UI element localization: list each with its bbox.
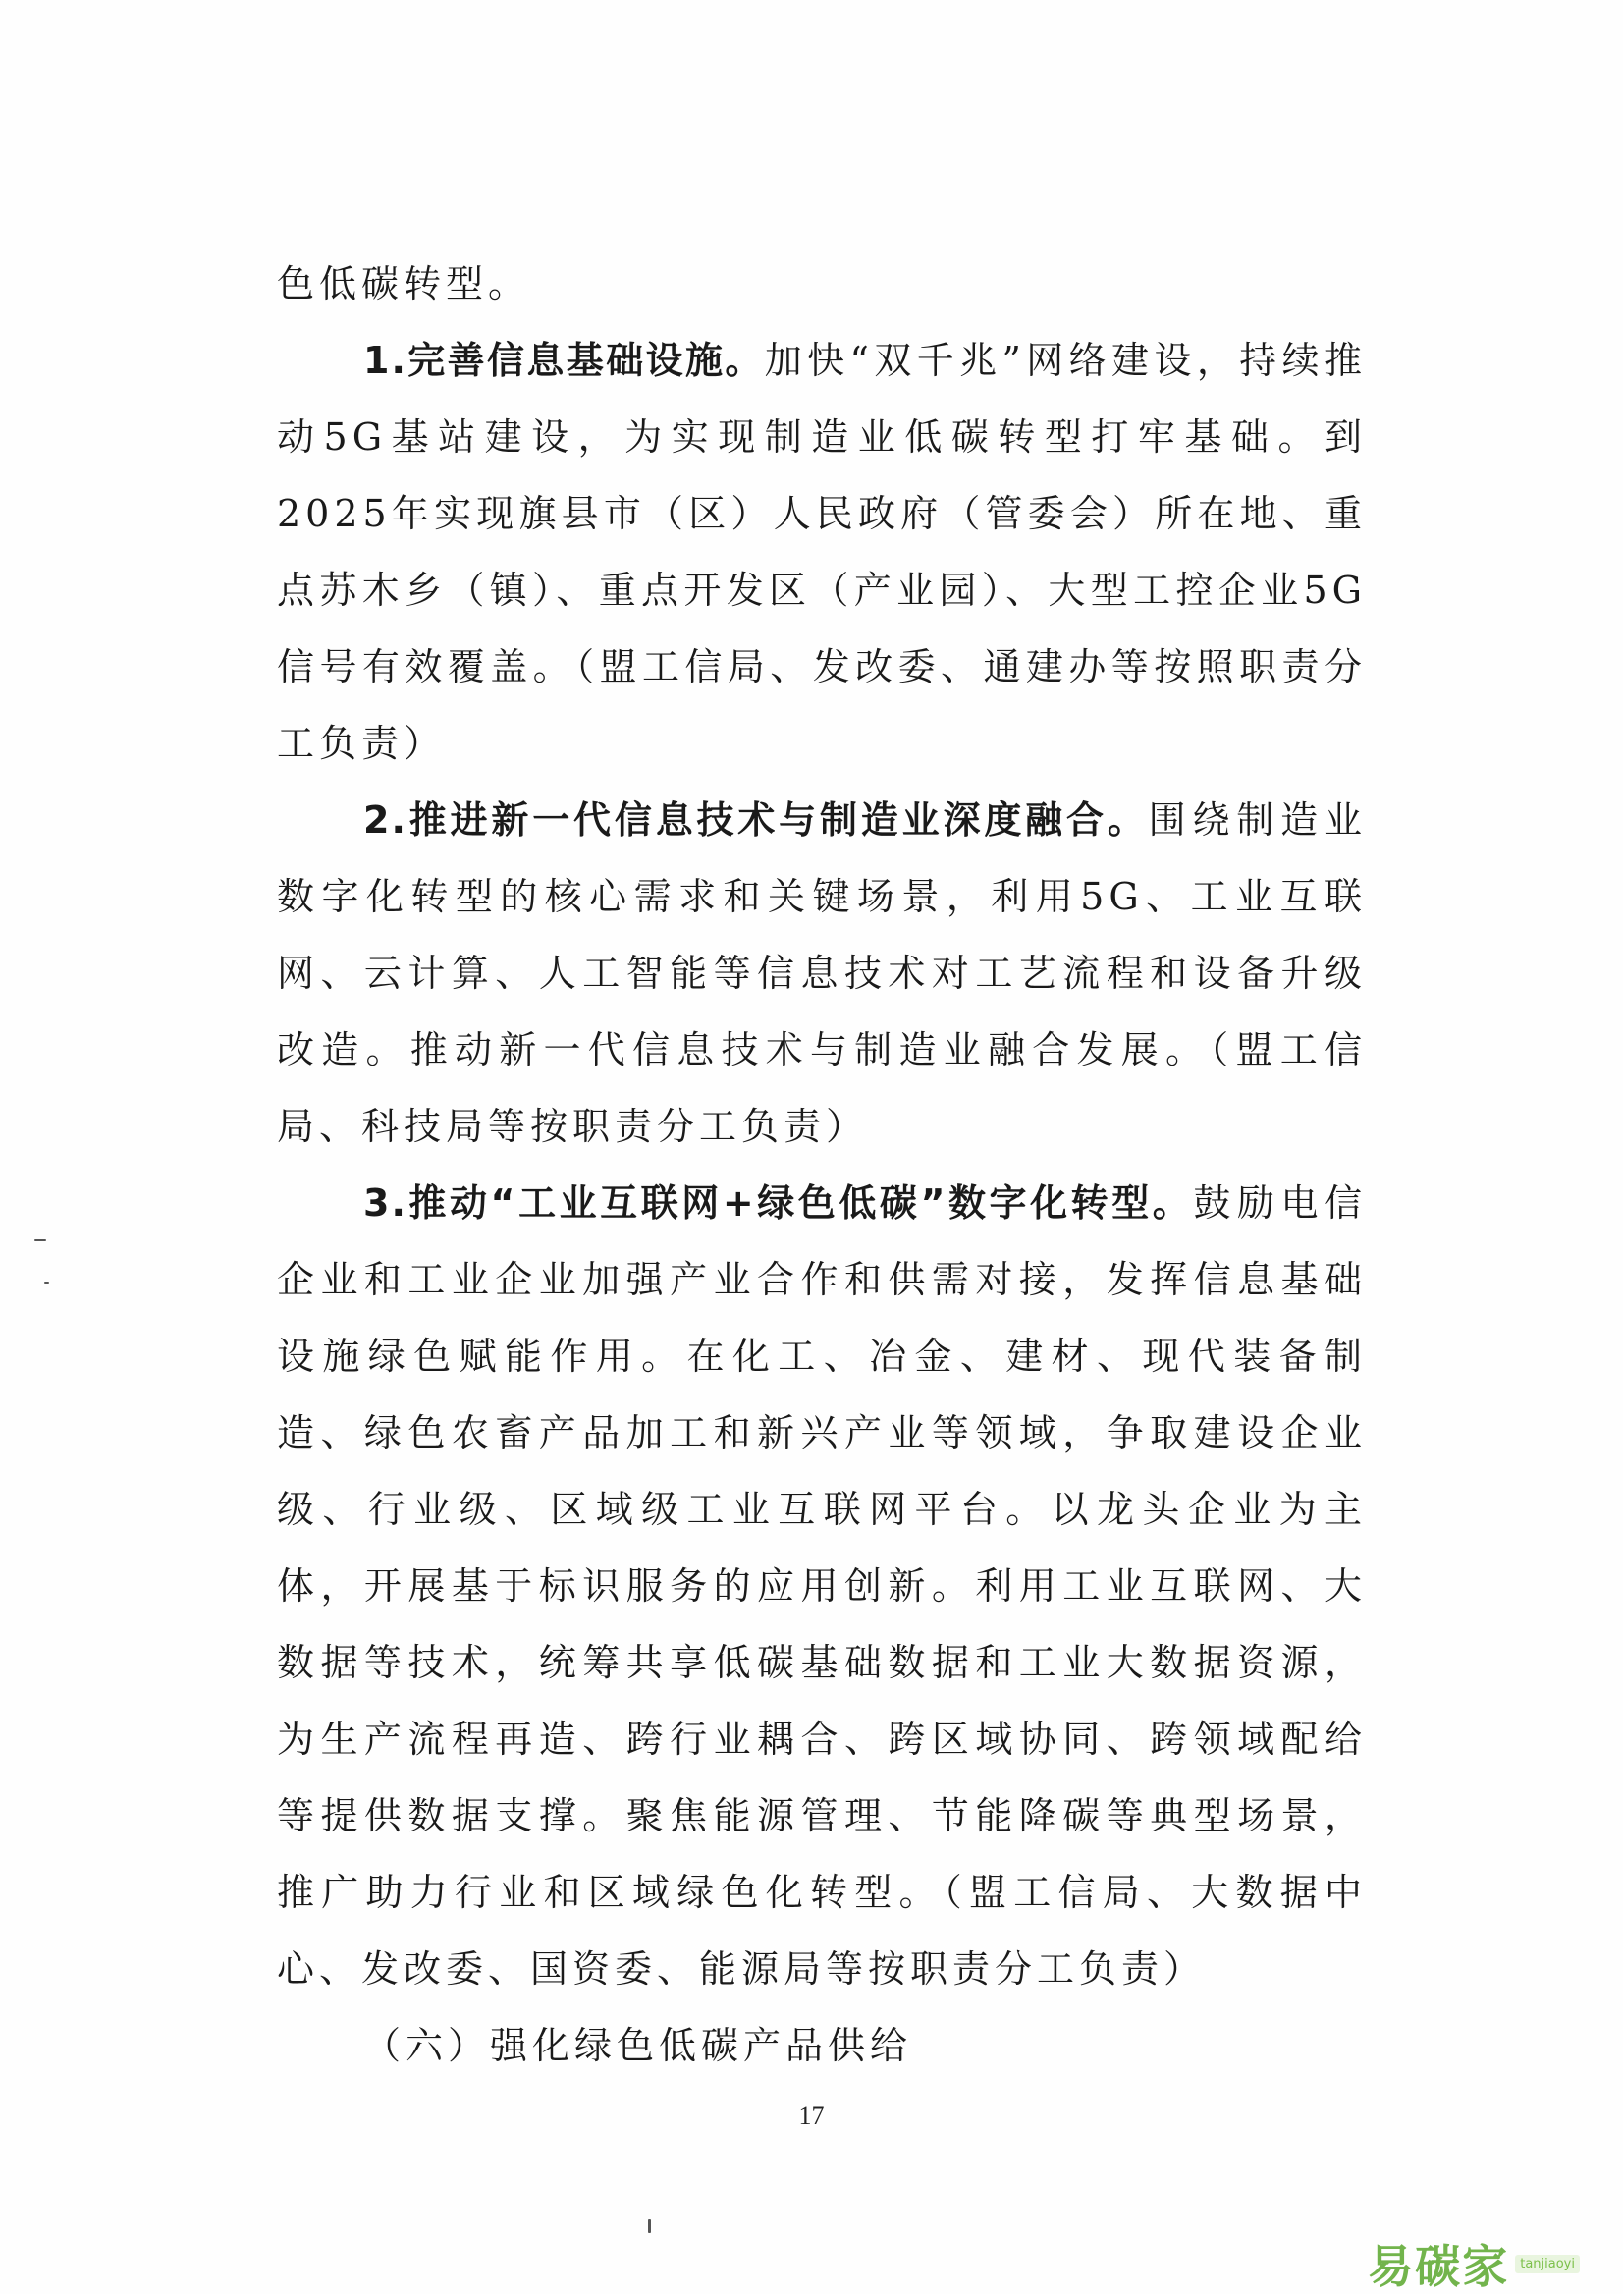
section-heading	[277, 2007, 1367, 2084]
page-number: 17	[798, 2102, 825, 2130]
body-text	[277, 246, 1367, 2084]
watermark	[1368, 2231, 1580, 2296]
paragraph-heading: 2.推进新一代信息技术与制造业深度融合。	[363, 798, 1149, 842]
paragraph-heading: 1.完善信息基础设施。	[363, 339, 765, 382]
paragraph-continuation	[277, 246, 1367, 322]
paragraph-text: 色低碳转型。	[277, 262, 531, 305]
paragraph-item-1	[277, 322, 1367, 782]
scan-artifact	[34, 1239, 46, 1241]
scan-artifact	[44, 1282, 49, 1284]
watermark-logo: 易碳家	[1368, 2240, 1510, 2293]
paragraph-heading: 3.推动“工业互联网+绿色低碳”数字化转型。	[363, 1181, 1194, 1225]
scan-artifact	[648, 2219, 651, 2233]
paragraph-item-3	[277, 1165, 1367, 2007]
paragraph-text: 围绕制造业数字化转型的核心需求和关键场景，利用5G、工业互联网、云计算、人工智能等信息技术对工艺流程和设备升级改造。推动新一代信息技术与制造业融合发展。（盟工信局、科技局等按职责分工负责）	[277, 798, 1367, 1148]
paragraph-text: 鼓励电信企业和工业企业加强产业合作和供需对接，发挥信息基础设施绿色赋能作用。在化工、冶金、建材、现代装备制造、绿色农畜产品加工和新兴产业等领域，争取建设企业级、行业级、区域级工业互联网平台。以龙头企业为主体，开展基于标识服务的应用创新。利用工业互联网、大数据等技术，统筹共享低碳基础数据和工业大数据资源，为生产流程再造、跨行业耦合、跨区域协同、跨领域配给等提供数据支撑。聚焦能源管理、节能降碳等典型场景，推广助力行业和区域绿色化转型。（盟工信局、大数据中心、发改委、国资委、能源局等按职责分工负责）	[277, 1181, 1367, 1991]
paragraph-text: 加快“双千兆”网络建设，持续推动5G基站建设，为实现制造业低碳转型打牢基础。到2025年实现旗县市（区）人民政府（管委会）所在地、重点苏木乡（镇）、重点开发区（产业园）、大型工控企业5G信号有效覆盖。（盟工信局、发改委、通建办等按照职责分工负责）	[277, 339, 1367, 765]
section-heading-text: （六）强化绿色低碳产品供给	[363, 2024, 913, 2067]
paragraph-item-2	[277, 782, 1367, 1165]
watermark-url: tanjiaoyi	[1515, 2255, 1580, 2273]
